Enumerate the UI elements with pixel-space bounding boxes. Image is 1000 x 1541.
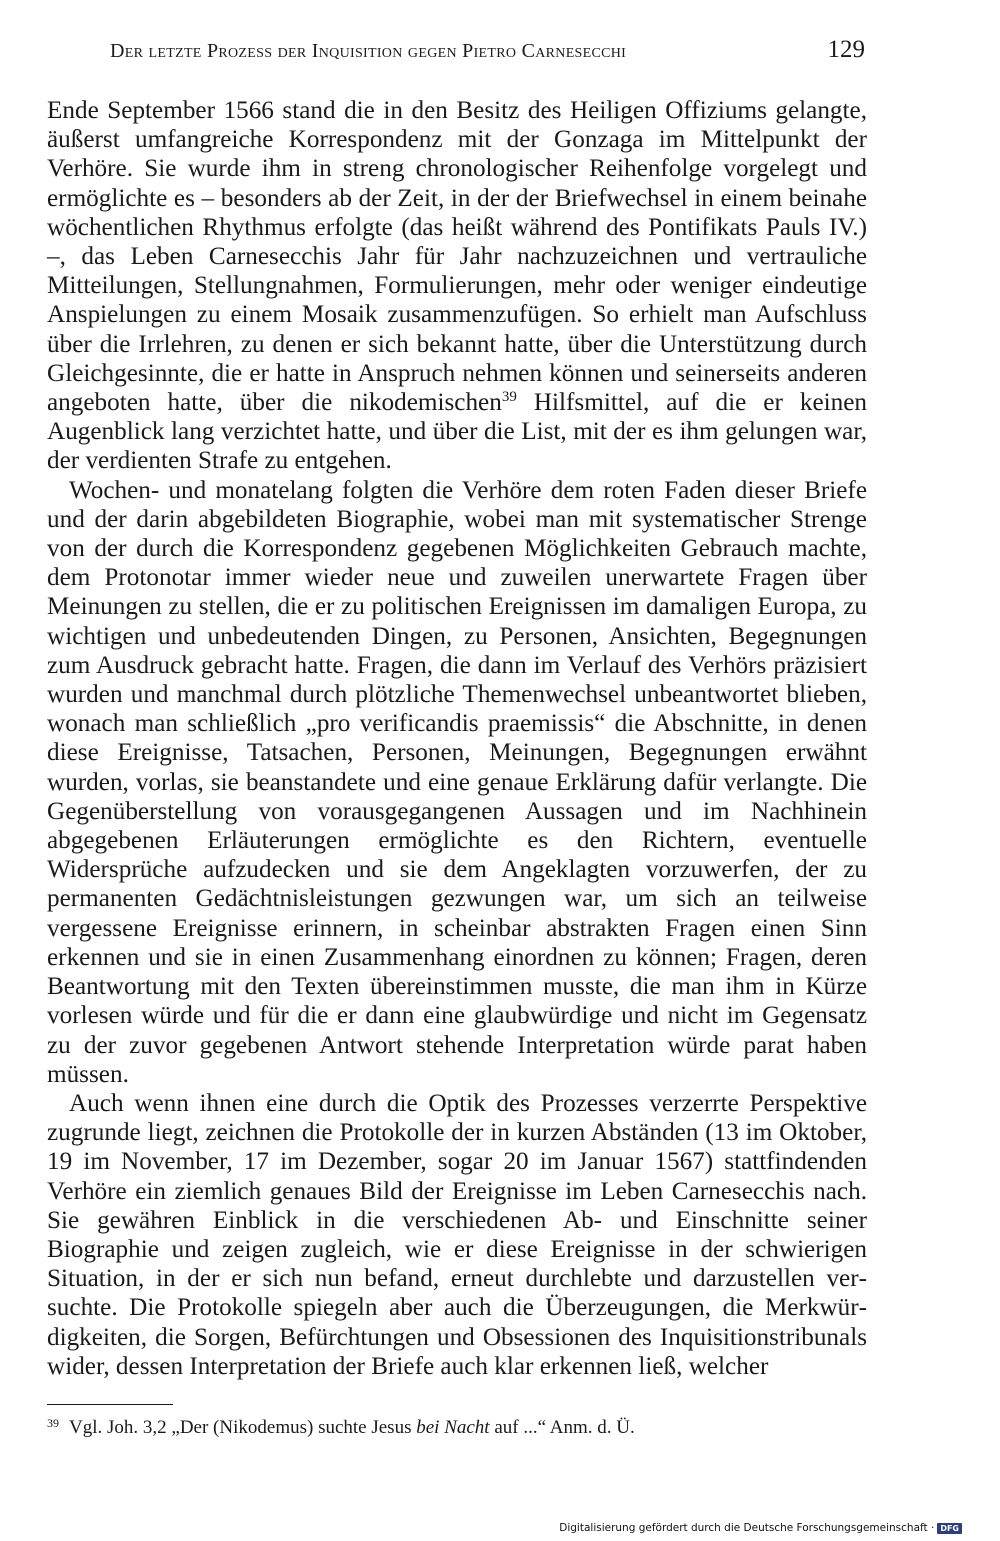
paragraph-2: Wochen- und monatelang folgten die Verhöre dem roten Faden dieser Briefe und der darin abgebildeten Biographie, wobei man mit systematischer Strenge von der durch die Korrespondenz gegebenen Möglichkeiten Gebrauch machte, dem Protonotar immer wieder neue und zuweilen unerwartete Fragen über Meinungen zu stellen, die er zu politischen Ereignissen im damaligen Europa, zu wichtigen und unbedeutenden Dingen, zu Personen, Ansichten, Begegnungen zum Ausdruck gebracht hatte. Fragen, die dann im Verlauf des Verhörs präzisiert wurden und manchmal durch plötzliche Themenwechsel unbeantwortet blieben, wonach man schließlich „pro verificandis praemissis“ die Abschnitte, in denen diese Ereignisse, Tatsachen, Personen, Meinungen, Begegnungen erwähnt wurden, vorlas, sie beanstandete und eine genaue Erklärung dafür verlangte. Die Gegenüberstellung von vorausgegangenen Aussagen und im Nachhinein abgegebenen Erläuterungen ermöglichte es den Richtern, eventuelle Widersprüche aufzudecken und sie dem Angeklagten vorzuwerfen, der zu permanenten Gedächtnisleistungen gezwungen war, um sich an teilweise vergessene Ereignisse erinnern, in scheinbar abstrakten Fragen einen Sinn erkennen und sie in einen Zusammenhang einordnen zu können; Fragen, deren Beantwortung mit den Texten übereinstimmen musste, die man ihm in Kürze vorlesen würde und für die er dann eine glaubwürdige und nicht im Gegensatz zu der zuvor gegebenen Antwort stehende Interpretation würde parat haben müssen. — [47, 476, 867, 1088]
paragraph-1-part-b: Hilfsmittel, auf die er keinen Augenblick lang verzichtet hatte, und über die List, mit der es ihm gelungen war, der verdienten Strafe zu entgehen. — [47, 389, 867, 475]
footnote-reference[interactable]: 39 — [501, 389, 517, 406]
footnote — [47, 1412, 867, 1439]
paragraph-1-part-a: Ende September 1566 stand die in den Besitz des Heiligen Offiziums gelangte, äußerst umfangreiche Korrespondenz mit der Gonzaga im Mittelpunkt der Verhöre. Sie wurde ihm in streng chronologischer Reihenfolge vorgelegt und ermöglichte es – besonders ab der Zeit, in der der Briefwechsel in einem beinahe wöchentlichen Rhythmus erfolgte (das heißt während des Pontifikats Pauls IV.) –, das Leben Carnesecchis Jahr für Jahr nachzuzeichnen und vertrauliche Mitteilungen, Stellungnahmen, Formulierungen, mehr oder weniger eindeutige Anspielungen zu einem Mosaik zusammenzufügen. So erhielt man Aufschluss über die Irrlehren, zu denen er sich bekannt hatte, über die Unterstützung durch Gleichgesinnte, die er hatte in Anspruch nehmen können und seinerseits anderen angeboten hatte, über die nikodemischen — [47, 97, 867, 417]
footnote-text-italic: bei Nacht — [416, 1417, 490, 1438]
footnote-text-after: auf ...“ Anm. d. Ü. — [489, 1417, 635, 1438]
paragraph-1 — [47, 96, 867, 476]
paragraph-3: Auch wenn ihnen eine durch die Optik des Prozesses verzerrte Perspektive zugrunde liegt, zeichnen die Protokolle der in kurzen Abständen (13 im Oktober, 19 im November, 17 im Dezember, sogar 20 im Januar 1567) stattfindenden Verhöre ein ziemlich genaues Bild der Ereignisse im Leben Carnesecchis nach. Sie gewähren Einblick in die verschiedenen Ab- und Einschnitte seiner Biographie und zeigen zugleich, wie er diese Ereignisse in der schwierigen Situation, in der er sich nun befand, erneut durchlebte und darzustellen versuchte. Die Protokolle spiegeln aber auch die Überzeugungen, die Merkwürdigkeiten, die Sorgen, Befürchtungen und Obsessionen des Inquisitionstribunals wider, dessen Interpretation der Briefe auch klar erkennen ließ, welcher — [47, 1089, 867, 1380]
footnote-rule — [47, 1404, 173, 1405]
scan-credit-text: Digitalisierung gefördert durch die Deutsche Forschungsgemeinschaft · — [559, 1522, 935, 1534]
footnote-text-before: Vgl. Joh. 3,2 „Der (Nikodemus) suchte Jesus — [69, 1417, 417, 1438]
page-number: 129 — [827, 36, 865, 63]
body-text — [47, 96, 867, 1381]
scan-credit — [559, 1522, 962, 1534]
dfg-logo-icon: DFG — [937, 1523, 962, 1534]
footnote-number: 39 — [47, 1416, 59, 1430]
running-head — [110, 36, 865, 76]
running-title: Der letzte Prozess der Inquisition gegen Pietro Carnesecchi — [110, 40, 627, 62]
